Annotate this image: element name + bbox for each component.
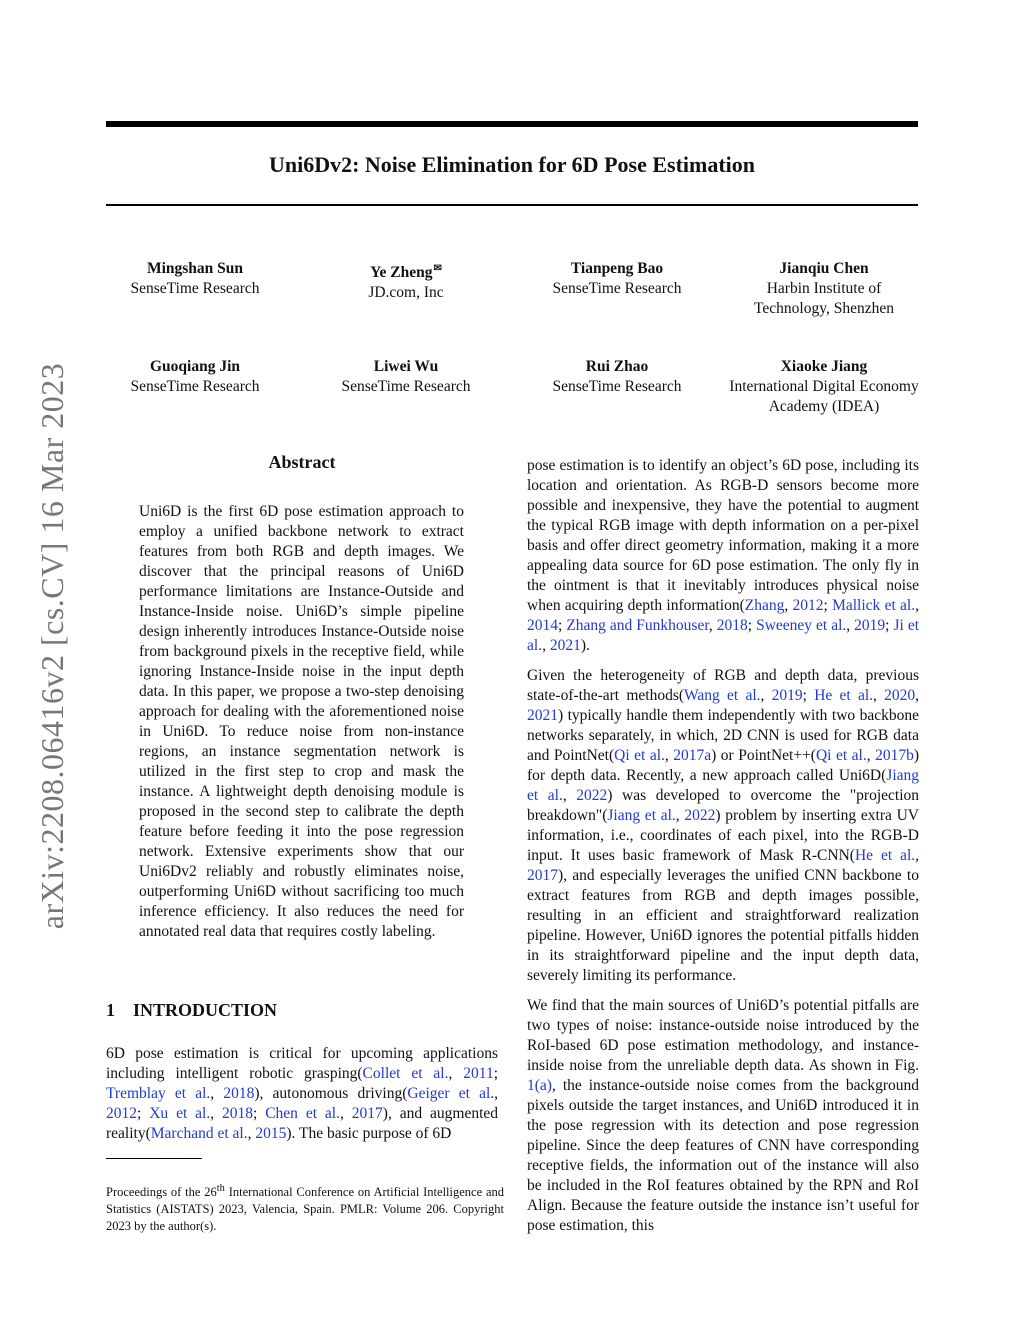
text-run: , [664, 747, 674, 764]
text-run: , [708, 617, 717, 634]
text-run: ), and especially leverages the unified CNN backbone to extract features from RGB and depth images possible, resulting in an efficient and straightforward realization pipeline. However, Uni6D ignores the potential pitfalls hidden in its straightforward pipeline and the input depth data, severely limiting its performance. [527, 867, 919, 984]
author-affiliation: International Digital Economy Academy (IDEA) [729, 378, 919, 415]
text-run: , [873, 687, 885, 704]
citation-link[interactable]: Collet et al. [362, 1065, 449, 1082]
citation-link[interactable]: 2015 [255, 1125, 287, 1142]
citation-link[interactable]: Ji et al. [527, 617, 920, 654]
text-run: , [210, 1085, 224, 1102]
author-block [306, 259, 506, 303]
author-block [517, 259, 717, 299]
text-run: , the instance-outside noise comes from the background pixels outside the target instances, and Uni6D introduced it in the pose regression with its detection and pose regression pipeline. Since the deep features of CNN have corresponding receptive fields, the information out of the instance will also be included in the RoI features obtained by the RPN and RoI Align. Because the feature outside the instance isn’t useful for pose estimation, this [527, 1077, 919, 1234]
text-run: , [675, 807, 685, 824]
text-run: ) problem by inserting extra UV information, i.e., coordinates of each pixel, into the RGB-D input. It uses basic framework of Mask R-CNN( [527, 807, 919, 864]
abstract-text: Uni6D is the first 6D pose estimation approach to employ a unified backbone network to extract features from both RGB and depth images. We discover that the principal reasons of Uni6D performance limitations are Instance-Outside and Instance-Inside noise. Uni6D’s simple pipeline design inherently introduces Instance-Outside noise from background pixels in the receptive field, while ignoring Instance-Inside noise in the input depth data. In this paper, we propose a two-step denoising approach for dealing with the aforementioned noise in Uni6D. To reduce noise from non-instance regions, an instance segmentation network is utilized in the first step to crop and mask the instance. A lightweight depth denoising module is proposed in the second step to calibrate the depth feature before feeding it into the pose regression network. Extensive experiments show that our Uni6Dv2 reliably and robustly eliminates noise, outperforming Uni6D without sacrificing too much inference efficiency. It also reduces the need for annotated real data that requires costly labeling. [139, 503, 464, 940]
abstract-heading: Abstract [268, 452, 336, 472]
text-run: 6D pose estimation is critical for upcoming applications including intelligent robotic grasping( [106, 1045, 498, 1082]
author-block [517, 357, 717, 397]
intro-paragraph [527, 666, 919, 986]
author-block [95, 357, 295, 397]
author-name: Ye Zheng [370, 264, 433, 282]
author-affiliation: SenseTime Research [130, 280, 260, 297]
citation-link[interactable]: Jiang et al. [527, 767, 919, 804]
citation-link[interactable]: 2021 [549, 637, 581, 654]
citation-link[interactable]: 2012 [106, 1105, 137, 1122]
author-affiliation: Harbin Institute of Technology, Shenzhen [754, 280, 894, 317]
citation-link[interactable]: Xu et al. [149, 1105, 211, 1122]
author-affiliation: JD.com, Inc [368, 284, 444, 302]
text-run: , [448, 1065, 464, 1082]
intro-paragraph [527, 996, 919, 1236]
author-block [724, 357, 924, 417]
text-run: , [494, 1085, 499, 1102]
text-run: ; [558, 617, 567, 634]
citation-link[interactable]: 2017a [673, 747, 712, 764]
author-block [306, 357, 506, 397]
citation-link[interactable]: 2012 [792, 597, 824, 614]
citation-link[interactable]: 2019 [854, 617, 886, 634]
text-run: We find that the main sources of Uni6D’s potential pitfalls are two types of noise: instance-outside noise introduced by the RoI-based 6D pose estimation methodology, and instance-inside noise from the unreliable depth data. As shown in Fig. [527, 997, 919, 1074]
text-run: ). [580, 637, 590, 654]
text-run: ; [802, 687, 815, 704]
author-name: Xiaoke Jiang [780, 358, 868, 375]
text-run: , [340, 1105, 352, 1122]
figure-link[interactable]: 1(a) [527, 1077, 552, 1094]
text-run: ; [885, 617, 894, 634]
author-affiliation: SenseTime Research [341, 378, 471, 395]
citation-link[interactable]: Zhang and Funkhouser [566, 617, 709, 634]
text-run: , [542, 637, 550, 654]
citation-link[interactable]: 2022 [576, 787, 608, 804]
text-run: ; [253, 1105, 266, 1122]
right-column [527, 456, 919, 1236]
citation-link[interactable]: Marchand et al. [150, 1125, 248, 1142]
author-name: Guoqiang Jin [149, 358, 241, 375]
footnote [106, 1180, 504, 1235]
text-run: ), autonomous driving( [254, 1085, 408, 1102]
top-rule [106, 121, 918, 127]
citation-link[interactable]: Tremblay et al. [106, 1085, 211, 1102]
citation-link[interactable]: 2022 [684, 807, 716, 824]
text-run: , [247, 1125, 256, 1142]
citation-link[interactable]: 2017b [875, 747, 914, 764]
text-run: , [760, 687, 772, 704]
intro-paragraph [527, 456, 919, 656]
citation-link[interactable]: 2018 [716, 617, 748, 634]
superscript: th [216, 1183, 225, 1194]
text-run: , [784, 597, 793, 614]
text-run: International Conference on Artificial Intelligence and Statistics (AISTATS) 2023, Valencia, Spain. PMLR: Volume 206. Copyright 2023 by the author(s). [106, 1185, 505, 1234]
mail-icon: ✉ [433, 263, 442, 274]
text-run: ) for depth data. Recently, a new approach called Uni6D( [527, 747, 920, 784]
citation-link[interactable]: Jiang et al. [607, 807, 676, 824]
text-run: ) was developed to overcome the "projection breakdown"( [527, 787, 920, 824]
author-name: Mingshan Sun [146, 260, 244, 277]
section-number: 1 [106, 1000, 115, 1020]
text-run: ) typically handle them independently with two backbone networks separately, in which, 2D CNN is used for RGB data and PointNet( [527, 707, 919, 764]
title-rule [106, 204, 918, 206]
citation-link[interactable]: Wang et al. [684, 687, 761, 704]
author-name: Rui Zhao [585, 358, 649, 375]
text-run: , [210, 1105, 222, 1122]
text-run: ; [823, 597, 833, 614]
citation-link[interactable]: 2014 [527, 617, 558, 634]
author-name: Liwei Wu [373, 358, 439, 375]
text-run: ; [747, 617, 757, 634]
text-run: ). The basic purpose of 6D [286, 1125, 452, 1142]
text-run: , [915, 847, 919, 864]
citation-link[interactable]: 2018 [223, 1085, 255, 1102]
text-run: Given the heterogeneity of RGB and depth data, previous state-of-the-art methods( [527, 667, 919, 704]
text-run: Proceedings of the 26 [106, 1185, 217, 1200]
section-title: INTRODUCTION [133, 1000, 278, 1020]
citation-link[interactable]: Qi et al. [614, 747, 665, 764]
author-name: Tianpeng Bao [570, 260, 664, 277]
author-affiliation: SenseTime Research [552, 378, 682, 395]
citation-link[interactable]: 2017 [351, 1105, 383, 1122]
citation-link[interactable]: 2020 [884, 687, 916, 704]
citation-link[interactable]: 2018 [222, 1105, 253, 1122]
intro-paragraph [106, 1044, 498, 1144]
citation-link[interactable]: Chen et al. [265, 1105, 340, 1122]
author-block [724, 259, 924, 319]
arxiv-stamp: arXiv:2208.06416v2 [cs.CV] 16 Mar 2023 [34, 362, 70, 930]
author-block [95, 259, 295, 299]
text-run: ), and augmented reality( [106, 1105, 499, 1142]
citation-link[interactable]: Zhang [744, 597, 785, 614]
author-affiliation: SenseTime Research [552, 280, 682, 297]
text-run: , [562, 787, 577, 804]
text-run: ; [137, 1105, 150, 1122]
citation-link[interactable]: Mallick et al. [832, 597, 916, 614]
text-run: pose estimation is to identify an object’s 6D pose, including its location and orientation. As RGB-D sensors become more possible and inexpensive, they have the potential to augment the typical RGB image with depth information on a per-pixel basis and offer direct geometry information, making it a more appealing data source for 6D pose estimation. The only fly in the ointment is that it inevitably introduces physical noise when acquiring depth information( [527, 457, 919, 614]
citation-link[interactable]: He et al. [854, 847, 916, 864]
author-name: Jianqiu Chen [779, 260, 869, 277]
citation-link[interactable]: He et al. [814, 687, 874, 704]
citation-link[interactable]: 2019 [771, 687, 803, 704]
text-run: , [866, 747, 876, 764]
paper-title: Uni6Dv2: Noise Elimination for 6D Pose Estimation [268, 152, 756, 177]
citation-link[interactable]: 2011 [463, 1065, 494, 1082]
citation-link[interactable]: Sweeney et al. [756, 617, 847, 634]
citation-link[interactable]: 2021 [527, 707, 558, 724]
footnote-rule [106, 1158, 202, 1159]
citation-link[interactable]: Qi et al. [815, 747, 867, 764]
text-run: ) or PointNet++( [711, 747, 816, 764]
author-affiliation: SenseTime Research [130, 378, 260, 395]
text-run: , [846, 617, 855, 634]
citation-link[interactable]: 2017 [527, 867, 558, 884]
citation-link[interactable]: Geiger et al. [407, 1085, 495, 1102]
section-heading [106, 1000, 295, 1021]
text-run: , [915, 597, 919, 614]
text-run: ; [493, 1065, 499, 1082]
text-run: , [915, 687, 920, 704]
